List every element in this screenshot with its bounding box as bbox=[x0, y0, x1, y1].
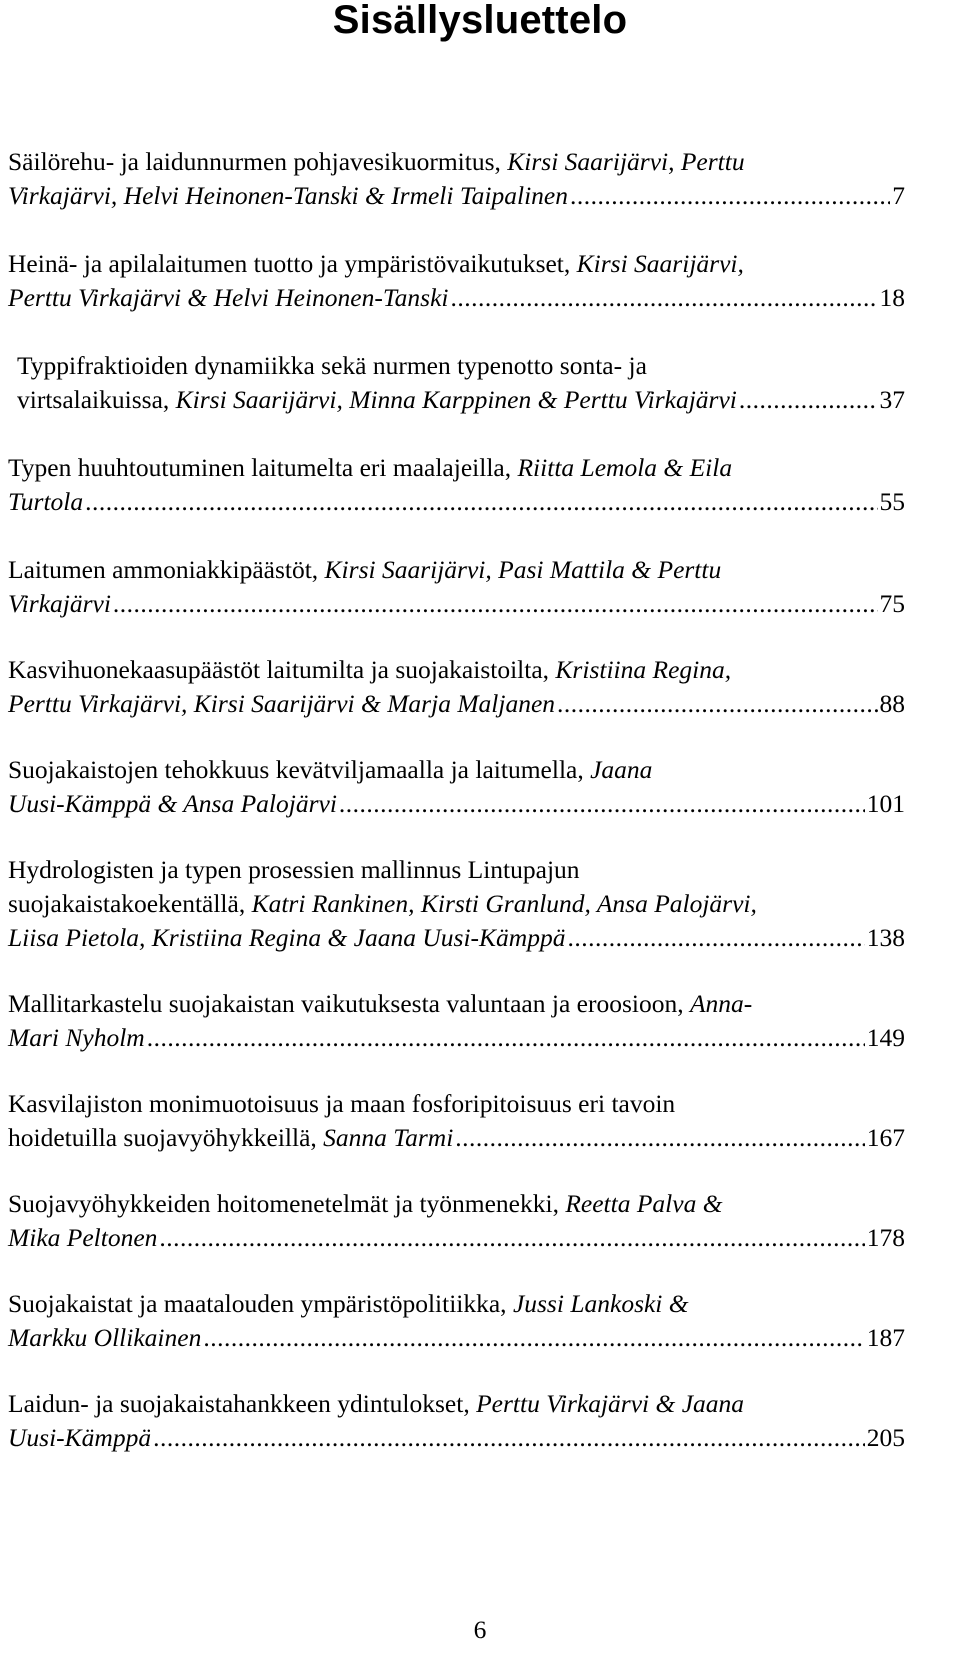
toc-entry-authors: Kirsi Saarijärvi, bbox=[576, 249, 744, 278]
toc-entry-authors: Kirsi Saarijärvi, Minna Karppinen & Perttu Virkajärvi bbox=[175, 385, 737, 414]
dot-leader bbox=[570, 179, 890, 213]
toc-page-number: 88 bbox=[879, 689, 905, 718]
toc-entry-authors: Jussi Lankoski & bbox=[512, 1289, 689, 1318]
toc-entry-first-line bbox=[8, 553, 905, 587]
toc-entry-first-line bbox=[8, 753, 905, 787]
toc-entry bbox=[8, 145, 905, 213]
toc-page-number: 167 bbox=[866, 1123, 905, 1152]
toc-entry-title: Suojavyöhykkeiden hoitomenetelmät ja työnmenekki, bbox=[8, 1189, 566, 1218]
toc-entry bbox=[8, 349, 905, 417]
toc-entry-authors: Turtola bbox=[8, 487, 84, 516]
toc-entry-title: virtsalaikuissa, bbox=[17, 385, 176, 414]
dot-leader bbox=[113, 587, 878, 621]
toc-page-number: 187 bbox=[866, 1323, 905, 1352]
dot-leader bbox=[451, 281, 878, 315]
toc-entry-last-line bbox=[8, 383, 905, 417]
toc-page-number: 55 bbox=[879, 487, 905, 516]
toc-entry-first-line bbox=[8, 653, 905, 687]
dot-leader bbox=[147, 1021, 865, 1055]
toc-entry-last-line bbox=[8, 921, 905, 955]
toc-entry-title: Typen huuhtoutuminen laitumelta eri maalajeilla, bbox=[8, 453, 518, 482]
toc-entry-title: Suojakaistat ja maatalouden ympäristöpolitiikka, bbox=[8, 1289, 513, 1318]
toc-entry-authors: Uusi-Kämppä & Ansa Palojärvi bbox=[8, 789, 337, 818]
toc-entry bbox=[8, 1087, 905, 1155]
toc-entry-authors: Perttu Virkajärvi, Kirsi Saarijärvi & Marja Maljanen bbox=[8, 689, 556, 718]
toc-entry-first-line bbox=[8, 1187, 905, 1221]
toc-entry-first-line bbox=[8, 247, 905, 281]
toc-entry-last-line bbox=[8, 1021, 905, 1055]
page-number: 6 bbox=[473, 1615, 487, 1644]
toc-entry-authors: Jaana bbox=[590, 755, 653, 784]
toc-entry-last-line bbox=[8, 1221, 905, 1255]
toc-entry bbox=[8, 451, 905, 519]
dot-leader bbox=[339, 787, 865, 821]
toc-entry-first-line bbox=[8, 853, 905, 887]
toc-page-number: 178 bbox=[866, 1223, 905, 1252]
toc-entry-authors: Katri Rankinen, Kirsti Granlund, Ansa Palojärvi, bbox=[251, 889, 757, 918]
dot-leader bbox=[557, 687, 877, 721]
toc-entry-authors: Mika Peltonen bbox=[8, 1223, 158, 1252]
toc-page-number: 205 bbox=[866, 1423, 905, 1452]
toc-entry-last-line bbox=[8, 179, 905, 213]
toc-entry-authors: Anna- bbox=[689, 989, 753, 1018]
table-of-contents bbox=[8, 145, 905, 1487]
dot-leader bbox=[85, 485, 877, 519]
toc-entry-last-line bbox=[8, 485, 905, 519]
toc-page-number: 101 bbox=[866, 789, 905, 818]
toc-entry-first-line bbox=[8, 1087, 905, 1121]
toc-entry bbox=[8, 1387, 905, 1455]
dot-leader bbox=[153, 1421, 865, 1455]
toc-entry-authors: Virkajärvi bbox=[8, 589, 111, 618]
toc-entry-authors: Perttu Virkajärvi & Helvi Heinonen-Tanski bbox=[8, 283, 449, 312]
toc-entry-second-line bbox=[8, 887, 905, 921]
toc-entry-title: Heinä- ja apilalaitumen tuotto ja ympäristövaikutukset, bbox=[8, 249, 577, 278]
toc-entry-title: suojakaistakoekentällä, bbox=[8, 889, 252, 918]
toc-entry-authors: Mari Nyholm bbox=[8, 1023, 145, 1052]
toc-entry-last-line bbox=[8, 1121, 905, 1155]
dot-leader bbox=[567, 921, 864, 955]
toc-entry-authors: Kristiina Regina, bbox=[555, 655, 732, 684]
toc-entry-authors: Sanna Tarmi bbox=[323, 1123, 454, 1152]
toc-entry-title: Mallitarkastelu suojakaistan vaikutuksesta valuntaan ja eroosioon, bbox=[8, 989, 690, 1018]
toc-entry-authors: Kirsi Saarijärvi, Perttu bbox=[507, 147, 745, 176]
toc-entry-first-line bbox=[8, 1287, 905, 1321]
toc-entry-title: Suojakaistojen tehokkuus kevätviljamaalla ja laitumella, bbox=[8, 755, 591, 784]
toc-entry-authors: Perttu Virkajärvi & Jaana bbox=[476, 1389, 745, 1418]
toc-entry-authors: Reetta Palva & bbox=[565, 1189, 723, 1218]
dot-leader bbox=[159, 1221, 864, 1255]
toc-entry-first-line bbox=[8, 987, 905, 1021]
toc-entry-title: Laidun- ja suojakaistahankkeen ydintulokset, bbox=[8, 1389, 477, 1418]
toc-entry-first-line bbox=[8, 1387, 905, 1421]
toc-entry-title: Laitumen ammoniakkipäästöt, bbox=[8, 555, 325, 584]
toc-entry-title: Säilörehu- ja laidunnurmen pohjavesikuormitus, bbox=[8, 147, 508, 176]
toc-page-number: 7 bbox=[892, 181, 905, 210]
toc-entry-last-line bbox=[8, 587, 905, 621]
toc-entry bbox=[8, 1287, 905, 1355]
toc-page-number: 18 bbox=[879, 283, 905, 312]
toc-entry bbox=[8, 1187, 905, 1255]
toc-page-number: 138 bbox=[866, 923, 905, 952]
toc-page-number: 37 bbox=[879, 385, 905, 414]
toc-entry bbox=[8, 553, 905, 621]
toc-entry-authors: Kirsi Saarijärvi, Pasi Mattila & Perttu bbox=[324, 555, 722, 584]
toc-entry-last-line bbox=[8, 1421, 905, 1455]
toc-entry-authors: Riitta Lemola & Eila bbox=[517, 453, 733, 482]
toc-entry-last-line bbox=[8, 1321, 905, 1355]
dot-leader bbox=[455, 1121, 864, 1155]
toc-entry bbox=[8, 853, 905, 955]
toc-page-number: 75 bbox=[879, 589, 905, 618]
toc-entry bbox=[8, 247, 905, 315]
toc-entry-authors: Uusi-Kämppä bbox=[8, 1423, 152, 1452]
toc-page-number: 149 bbox=[866, 1023, 905, 1052]
toc-entry bbox=[8, 653, 905, 721]
toc-entry bbox=[8, 753, 905, 821]
toc-entry-authors: Virkajärvi, Helvi Heinonen-Tanski & Irmeli Taipalinen bbox=[8, 181, 569, 210]
toc-entry-last-line bbox=[8, 687, 905, 721]
dot-leader bbox=[739, 383, 878, 417]
toc-entry-title: Kasvihuonekaasupäästöt laitumilta ja suojakaistoilta, bbox=[8, 655, 556, 684]
toc-entry-first-line bbox=[8, 349, 905, 383]
toc-entry-title: Kasvilajiston monimuotoisuus ja maan fosforipitoisuus eri tavoin bbox=[8, 1089, 676, 1118]
toc-entry bbox=[8, 987, 905, 1055]
toc-entry-authors: Markku Ollikainen bbox=[8, 1323, 202, 1352]
toc-entry-first-line bbox=[8, 451, 905, 485]
toc-entry-first-line bbox=[8, 145, 905, 179]
page-title: Sisällysluettelo bbox=[332, 0, 628, 42]
toc-entry-title: Hydrologisten ja typen prosessien mallinnus Lintupajun bbox=[8, 855, 580, 884]
toc-entry-title: Typpifraktioiden dynamiikka sekä nurmen typenotto sonta- ja bbox=[17, 351, 647, 380]
dot-leader bbox=[203, 1321, 864, 1355]
toc-entry-authors: Liisa Pietola, Kristiina Regina & Jaana Uusi-Kämppä bbox=[8, 923, 566, 952]
toc-entry-last-line bbox=[8, 281, 905, 315]
toc-entry-last-line bbox=[8, 787, 905, 821]
toc-entry-title: hoidetuilla suojavyöhykkeillä, bbox=[8, 1123, 324, 1152]
